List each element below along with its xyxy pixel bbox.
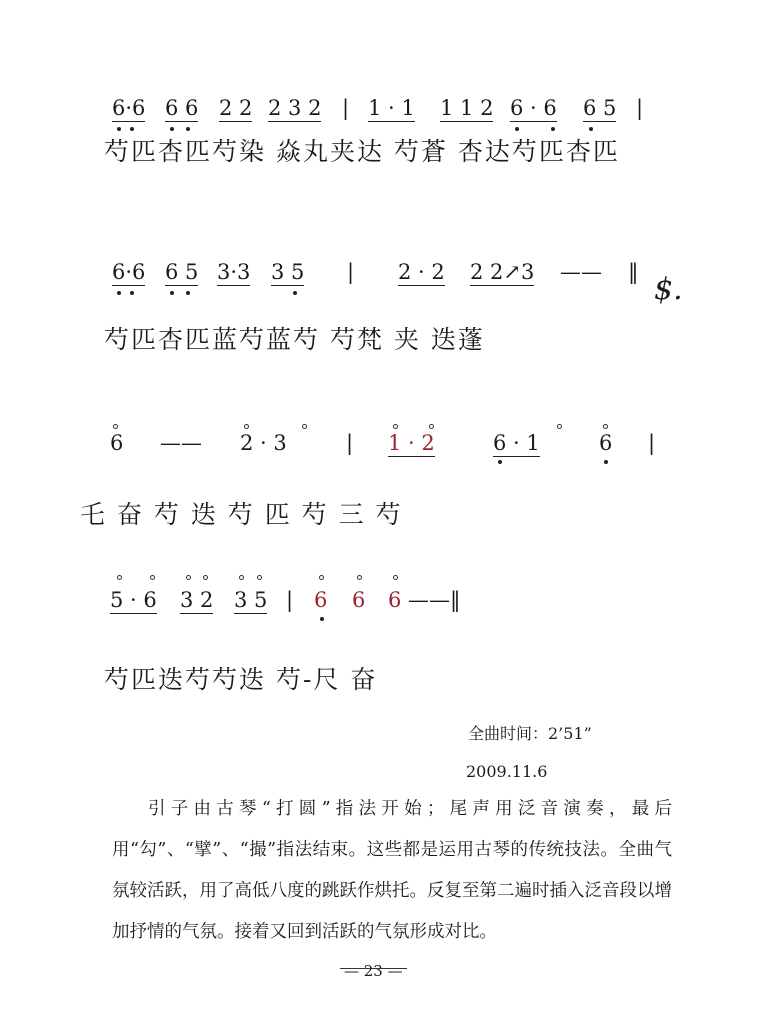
note-group: 1 1 2 [440,96,494,120]
lower-dot [604,460,608,464]
upper-dot [302,424,307,429]
sustain-dash: —— [160,431,202,455]
double-barline: ‖ [628,260,639,284]
lower-dot [117,127,121,131]
note-group: 6 5 [165,260,199,284]
lower-dot [170,127,174,131]
upper-dot [244,424,249,429]
note-group: 1 · 1 [368,96,415,120]
upper-dot [203,575,208,580]
barline: | [342,96,350,120]
note-group: 2 3 2 [268,96,322,120]
note-group: 5 · 6 [110,588,157,612]
note-group: 2 · 3 [240,431,287,455]
sustain-dash: —— [560,260,602,284]
note: 6 [388,588,402,612]
paragraph-text: 引子由古琴“打圆”指法开始；尾声用泛音演奏，最后用“勾”、“擘”、“撮”指法结束。这些都是运用古琴的传统技法。全曲气氛较活跃，用了高低八度的跳跃作烘托。反复至第二遍时插入泛音段以增加抒情的气氛。接着又回到活跃的气氛形成对比。 [112,799,672,942]
lower-dot [293,291,297,295]
handwritten-tablature: 芍匹杏匹芍染 焱丸夹达 芍蒼 杏达芍匹杏匹 [104,137,620,166]
lower-dot [186,127,190,131]
note-group: 6 5 [583,96,617,120]
note-group: 6·6 [112,260,146,284]
note-group: 3 5 [234,588,268,612]
description-paragraph [112,789,672,953]
handwritten-tablature: 芍匹杏匹蓝芍蓝芍 芍梵 夹 迭蓬 [104,325,485,354]
barline: | [346,431,354,455]
note-group: 3 5 [271,260,305,284]
note-group: 1 · 2 [388,431,435,455]
lower-dot [117,291,121,295]
lower-dot [320,617,324,621]
score-line-2 [0,262,766,312]
note-group: 3·3 [217,260,251,284]
lyrics-line-4 [0,660,766,710]
lower-dot [130,127,134,131]
lyrics-line-2 [0,320,766,370]
lower-dot [186,291,190,295]
lower-dot [589,127,593,131]
lyrics-line-3 [0,495,766,545]
note-group: 2 2 [219,96,253,120]
note-group: 2 · 2 [398,260,445,284]
upper-dot [393,424,398,429]
note: 6 [314,588,328,612]
lower-dot [498,460,502,464]
note: 6 [110,431,124,455]
upper-dot [557,424,562,429]
lower-dot [515,127,519,131]
segno-sign: $. [654,272,683,307]
lower-dot [551,127,555,131]
note-group: 6·6 [112,96,146,120]
date-label: 2009.11.6 [466,762,548,781]
duration-label: 全曲时间：2’51” [468,724,592,743]
lower-dot [170,291,174,295]
barline: | [286,588,294,612]
note-group: 3 2 [180,588,214,612]
note: 6 [352,588,366,612]
final-barline: ——‖ [408,588,461,612]
upper-dot [319,575,324,580]
note-group: 6 · 1 [493,431,540,455]
barline: | [347,260,355,284]
lyrics-line-1 [0,132,766,182]
note-group: 6 · 6 [510,96,557,120]
upper-dot [117,575,122,580]
upper-dot [239,575,244,580]
upper-dot [186,575,191,580]
handwritten-tablature: 乇 奋 芍 迭 芍 匹 芍 三 芍 [80,500,403,529]
barline: | [636,96,644,120]
lower-dot [130,291,134,295]
upper-dot [357,575,362,580]
handwritten-tablature: 芍匹迭芍芍迭 芍-尺 奋 [104,665,378,694]
upper-dot [393,575,398,580]
upper-dot [603,424,608,429]
upper-dot [429,424,434,429]
score-line-4 [0,590,766,640]
upper-dot [113,424,118,429]
barline: | [648,431,656,455]
upper-dot [150,575,155,580]
note: 6 [599,431,613,455]
upper-dot [257,575,262,580]
note-group: 6 6 [165,96,199,120]
note-group: 2 2↗3 [470,260,535,284]
page-number: — 23 — [344,962,403,980]
score-line-3 [0,433,766,483]
